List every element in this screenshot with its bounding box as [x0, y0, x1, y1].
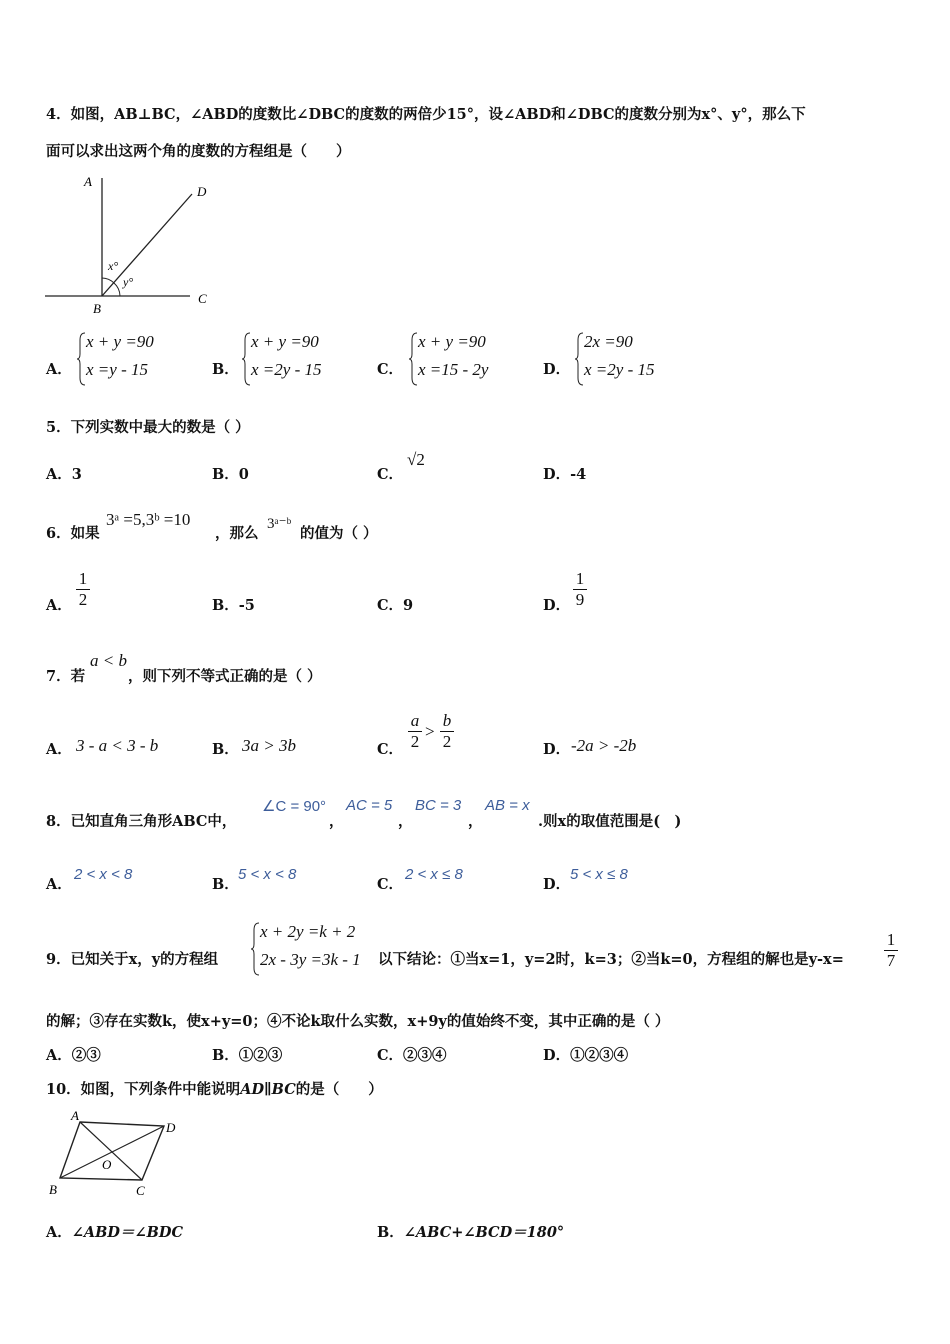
q9-eq2: 2x - 3y =3k - 1 [260, 950, 361, 969]
q7-c-frac1[interactable] [408, 712, 422, 751]
brace-icon [408, 332, 418, 386]
q8-suffix: .则x的取值范围是( ) [538, 813, 682, 830]
q4-c-eq2: x =15 - 2y [418, 360, 489, 379]
q6-suffix: 的值为（ ） [300, 525, 378, 542]
q7-option-d-label: D． [543, 741, 571, 758]
q5-d-value: -4 [570, 466, 587, 483]
q6-option-a-frac[interactable] [76, 570, 90, 609]
q10-option-b[interactable] [377, 1221, 564, 1242]
q8-option-c-value[interactable]: 2 < x ≤ 8 [405, 866, 463, 883]
q7-option-a-value[interactable]: 3 - a < 3 - b [76, 736, 159, 755]
q8-prefix: 8．已知直角三角形ABC中， [46, 813, 237, 830]
q4-option-a-label: A． [46, 361, 72, 378]
q5-b-value: 0 [238, 466, 249, 483]
q8-option-d-label: D． [543, 876, 571, 893]
q5-option-a[interactable] [46, 463, 82, 484]
q9-eq1: x + 2y =k + 2 [260, 922, 356, 941]
q10-a-value: ∠ABD＝∠BDC [71, 1224, 184, 1241]
q9-middle: 以下结论：①当x=1，y=2时，k=3；②当k=0，方程组的解也是y-x= [378, 951, 844, 968]
label-d: D [197, 184, 207, 199]
q4-option-b-label: B． [212, 361, 239, 378]
q6-option-a-label: A． [46, 597, 72, 614]
q6-expr: 3ᵃ⁻ᵇ [267, 516, 292, 532]
q4-c-eq1: x + y =90 [418, 332, 486, 351]
q4-d-eq2: x =2y - 15 [584, 360, 655, 379]
q7-c-den1: 2 [410, 732, 420, 751]
q9-option-c[interactable] [377, 1044, 447, 1065]
q6-c-value: 9 [403, 597, 414, 614]
q9-a-value: ②③ [71, 1047, 101, 1064]
q9-d-value: ①②③④ [570, 1047, 629, 1064]
label-c: C [198, 291, 207, 306]
q6-b-value: -5 [238, 597, 255, 614]
q7-prefix: 7．若 [46, 668, 86, 685]
q10-suffix: 的是（ ） [295, 1081, 383, 1098]
q7-c-den2: 2 [442, 732, 452, 751]
q10-b-value: ∠ABC+∠BCD＝180° [403, 1224, 565, 1241]
brace-icon [241, 332, 251, 386]
q9-prefix: 9．已知关于x，y的方程组 [46, 951, 219, 968]
q9-option-b[interactable] [212, 1044, 282, 1065]
q8-option-a-value[interactable]: 2 < x < 8 [74, 866, 133, 883]
q9-b-label: B． [212, 1047, 239, 1064]
q10-a-label: A． [46, 1224, 72, 1241]
q5-c-label: C． [377, 466, 404, 483]
q8-cond-angle: ∠C = 90° [262, 798, 327, 815]
q7-option-c-label: C． [377, 741, 404, 758]
q7-c-num2: b [442, 711, 452, 730]
q4-d-eq1: 2x =90 [584, 332, 633, 351]
q4-stem-line2: 面可以求出这两个角的度数的方程组是（ ） [46, 143, 351, 160]
q4-a-eq1: x + y =90 [86, 332, 154, 351]
q7-condition: a < b [90, 651, 127, 670]
q8-option-b-label: B． [212, 876, 239, 893]
q7-option-a-label: A． [46, 741, 72, 758]
q7-option-b-value[interactable]: 3a > 3b [242, 736, 296, 755]
q9-frac-den: 7 [886, 951, 896, 970]
q9-option-d[interactable] [543, 1044, 628, 1065]
label-c: C [136, 1183, 145, 1198]
q4-b-eq2: x =2y - 15 [251, 360, 322, 379]
q6-c-label: C． [377, 597, 404, 614]
q9-a-label: A． [46, 1047, 72, 1064]
q8-sep2: ， [398, 813, 413, 830]
q6-middle: ，那么 [215, 525, 259, 542]
q4-b-eq1: x + y =90 [251, 332, 319, 351]
q5-b-label: B． [212, 466, 239, 483]
label-d: D [166, 1120, 176, 1135]
q5-stem: 5．下列实数中最大的数是（ ） [46, 419, 250, 436]
q6-a-den: 2 [78, 590, 88, 609]
q5-a-label: A． [46, 466, 72, 483]
line-bd [102, 194, 192, 296]
q6-option-c[interactable] [377, 594, 413, 615]
q8-option-c-label: C． [377, 876, 404, 893]
q9-b-value: ①②③ [238, 1047, 283, 1064]
brace-icon [574, 332, 584, 386]
q5-a-value: 3 [71, 466, 82, 483]
q6-condition: 3ᵃ =5,3ᵇ =10 [106, 510, 191, 529]
q8-sep1: ， [329, 813, 344, 830]
q8-option-b-value[interactable]: 5 < x < 8 [238, 866, 297, 883]
label-b: B [93, 301, 101, 316]
label-a: A [71, 1108, 79, 1123]
q9-frac [884, 931, 898, 970]
q9-line2: 的解；③存在实数k，使x+y=0；④不论k取什么实数，x+9y的值始终不变，其中正确的是（ ） [46, 1013, 670, 1030]
q5-d-label: D． [543, 466, 571, 483]
q6-option-d-frac[interactable] [573, 570, 587, 609]
q8-cond-ab: AB = x [485, 797, 530, 814]
parallelogram-abcd [60, 1122, 164, 1180]
q10-relation: AD∥BC [240, 1081, 296, 1098]
label-y: y° [123, 275, 134, 289]
q7-c-op: > [425, 722, 435, 741]
q5-option-d[interactable] [543, 463, 586, 484]
brace-icon [76, 332, 86, 386]
q6-option-b[interactable] [212, 594, 255, 615]
brace-icon [250, 922, 260, 976]
q4-option-c-label: C． [377, 361, 404, 378]
q6-d-den: 9 [575, 590, 585, 609]
q8-option-d-value[interactable]: 5 < x ≤ 8 [570, 866, 628, 883]
q9-option-a[interactable] [46, 1044, 101, 1065]
q10-parallelogram-figure [44, 1108, 194, 1200]
q7-suffix: ，则下列不等式正确的是（ ） [128, 668, 322, 685]
q8-cond-ac: AC = 5 [346, 797, 393, 814]
label-x: x° [108, 259, 119, 273]
q5-c-value: √2 [407, 450, 425, 469]
q9-c-value: ②③④ [403, 1047, 447, 1064]
q9-frac-num: 1 [886, 930, 896, 949]
q4-angle-figure [40, 170, 220, 318]
q10-prefix: 10．如图，下列条件中能说明 [46, 1081, 241, 1098]
q6-b-label: B． [212, 597, 239, 614]
q8-sep3: ， [468, 813, 483, 830]
q10-stem [46, 1078, 383, 1099]
label-b: B [49, 1182, 57, 1197]
q4-a-eq2: x =y - 15 [86, 360, 148, 379]
label-o: O [102, 1157, 112, 1172]
q8-option-a-label: A． [46, 876, 72, 893]
q10-b-label: B． [377, 1224, 404, 1241]
q6-a-num: 1 [78, 569, 88, 588]
q6-d-num: 1 [575, 569, 585, 588]
q5-option-b[interactable] [212, 463, 249, 484]
q7-c-num1: a [410, 711, 420, 730]
q7-c-frac2[interactable] [440, 712, 454, 751]
q4-stem-line1: 4．如图，AB⊥BC，∠ABD的度数比∠DBC的度数的两倍少15°，设∠ABD和∠DBC的度数分别为x°、y°，那么下 [46, 106, 806, 123]
q5-option-c[interactable] [377, 463, 403, 484]
q6-prefix: 6．如果 [46, 525, 100, 542]
q4-option-d-label: D． [543, 361, 571, 378]
q7-option-d-value[interactable]: -2a > -2b [571, 736, 637, 755]
q6-option-d-label: D． [543, 597, 571, 614]
label-a: A [84, 174, 92, 189]
q9-c-label: C． [377, 1047, 404, 1064]
q10-option-a[interactable] [46, 1221, 183, 1242]
q7-option-b-label: B． [212, 741, 239, 758]
q8-cond-bc: BC = 3 [415, 797, 462, 814]
q9-d-label: D． [543, 1047, 571, 1064]
